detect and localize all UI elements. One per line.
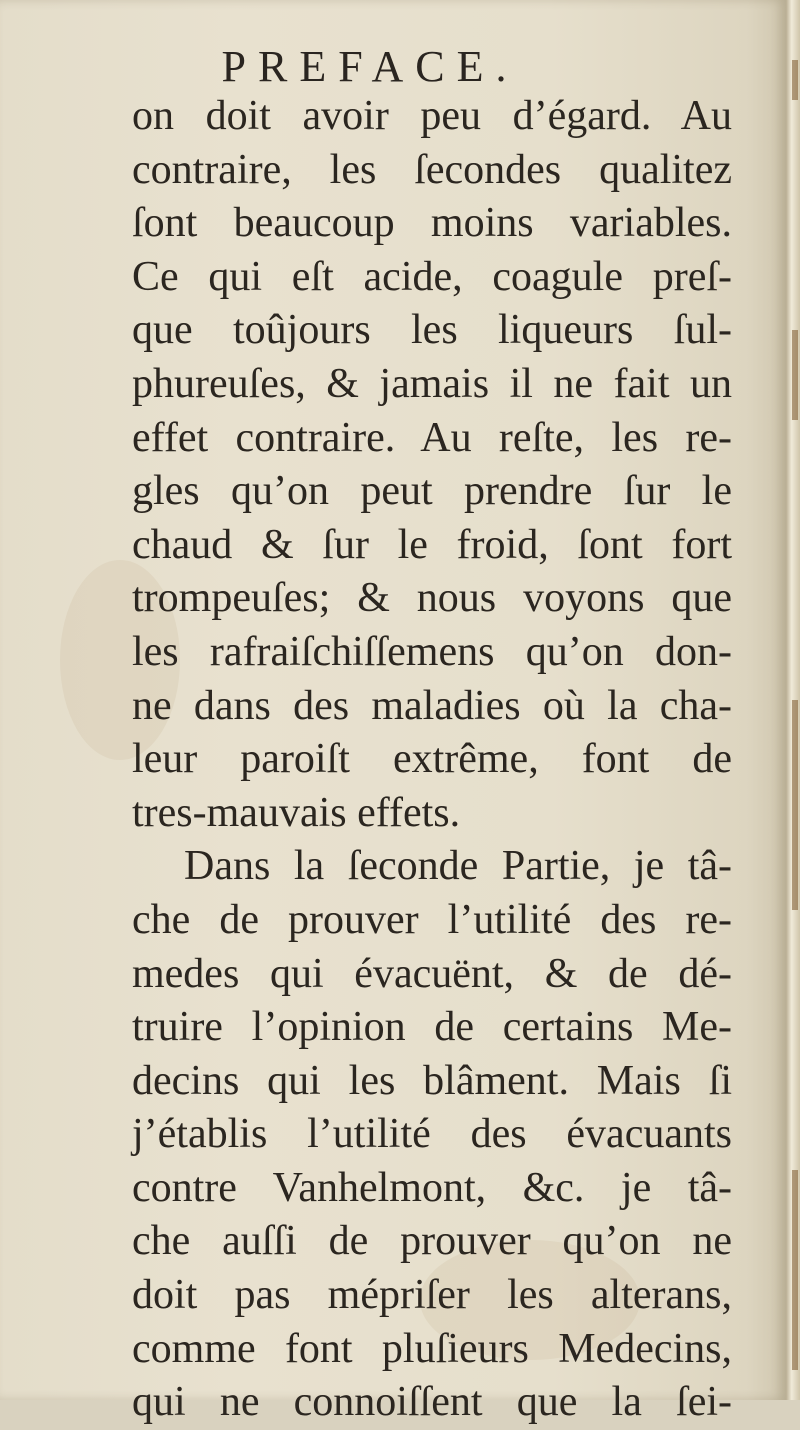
text-line: decins qui les blâment. Mais ſi	[132, 1057, 732, 1104]
text-line: medes qui évacuënt, & de dé-	[132, 950, 732, 997]
text-line: tres-mauvais effets.	[132, 789, 461, 836]
text-line: qui ne connoiſſent que la ſei-	[132, 1379, 732, 1426]
text-line: effet contraire. Au reſte, les re-	[132, 414, 732, 461]
text-line: phureuſes, & jamais il ne fait un	[132, 360, 732, 407]
body-text	[132, 90, 732, 1430]
text-line: chaud & ſur le froid, ſont fort	[132, 521, 732, 568]
text-line: doit pas mépriſer les alterans,	[132, 1272, 732, 1319]
text-line: on doit avoir peu d’égard. Au	[132, 93, 732, 139]
text-line: que toûjours les liqueurs ſul-	[132, 307, 732, 354]
text-line: truire l’opinion de certains Me-	[132, 1004, 732, 1051]
text-line: j’établis l’utilité des évacuants	[132, 1111, 732, 1158]
text-line: Ce qui eſt acide, coagule preſ-	[132, 253, 732, 300]
text-line: contre Vanhelmont, &c. je tâ-	[132, 1164, 732, 1211]
text-line: ne dans des maladies où la cha-	[132, 682, 732, 729]
text-line: leur paroiſt extrême, font de	[132, 736, 732, 783]
text-line: contraire, les ſecondes qualitez	[132, 146, 732, 193]
text-line: che de prouver l’utilité des re-	[132, 896, 732, 943]
running-head: PREFACE.	[221, 42, 519, 91]
text-line: trompeuſes; & nous voyons que	[132, 575, 732, 622]
page-edge	[786, 0, 800, 1400]
page-edge-mark	[792, 700, 798, 910]
paragraph-start-line: Dans la ſeconde Partie, je tâ-	[184, 843, 732, 890]
page-edge-mark	[792, 1170, 798, 1370]
page-edge-mark	[792, 330, 798, 420]
text-line: che auſſi de prouver qu’on ne	[132, 1218, 732, 1265]
text-line: ſont beaucoup moins variables.	[132, 200, 732, 247]
text-line: comme font pluſieurs Medecins,	[132, 1325, 732, 1372]
page-edge-mark	[792, 60, 798, 100]
text-line: les rafraiſchiſſemens qu’on don-	[132, 628, 732, 675]
text-line: gles qu’on peut prendre ſur le	[132, 468, 732, 515]
